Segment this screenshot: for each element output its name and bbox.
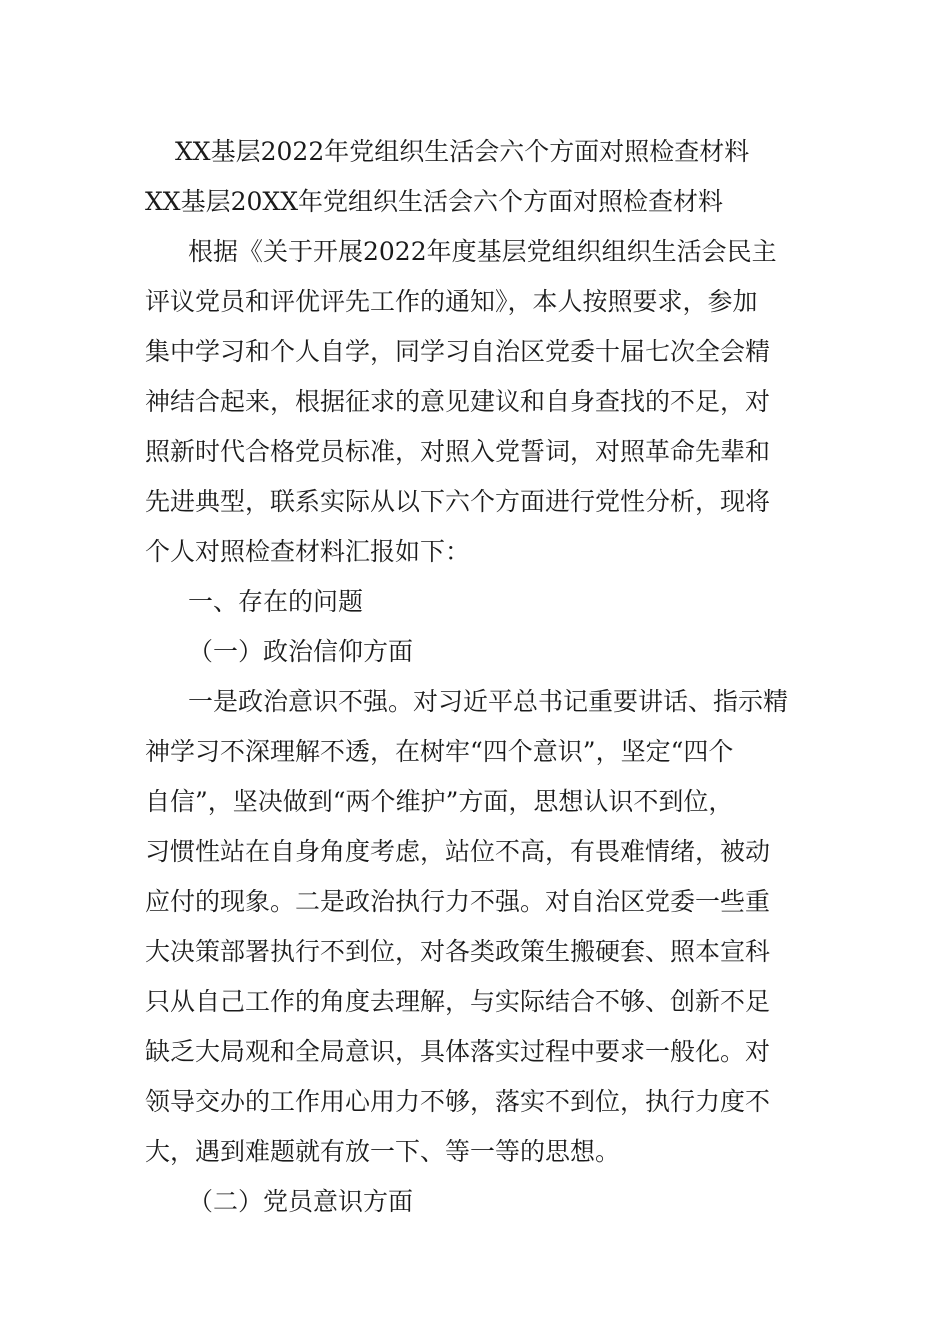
paragraph-line: 大，遇到难题就有放一下、等一等的思想。	[145, 1137, 621, 1166]
paragraph-line: 自信”，坚决做到“两个维护”方面，思想认识不到位，	[145, 787, 734, 816]
intro-line: 照新时代合格党员标准，对照入党誓词，对照革命先辈和	[145, 437, 771, 466]
paragraph-line: 应付的现象。二是政治执行力不强。对自治区党委一些重	[145, 887, 771, 916]
paragraph-line: 领导交办的工作用心用力不够，落实不到位，执行力度不	[145, 1087, 771, 1116]
paragraph-line: 习惯性站在自身角度考虑，站位不高，有畏难情绪，被动	[145, 837, 771, 866]
document-title-primary: XX基层2022年党组织生活会六个方面对照检查材料	[175, 137, 750, 166]
intro-line: 先进典型，联系实际从以下六个方面进行党性分析，现将	[145, 487, 771, 516]
intro-line: 神结合起来，根据征求的意见建议和自身查找的不足，对	[145, 387, 771, 416]
section-heading: 一、存在的问题	[188, 587, 364, 616]
intro-line: 集中学习和个人自学，同学习自治区党委十届七次全会精	[145, 337, 771, 366]
document-title-secondary: XX基层20XX年党组织生活会六个方面对照检查材料	[145, 187, 724, 216]
intro-line: 评议党员和评优评先工作的通知》，本人按照要求，参加	[145, 287, 758, 316]
paragraph-line: 大决策部署执行不到位，对各类政策生搬硬套、照本宣科	[145, 937, 771, 966]
intro-line: 根据《关于开展2022年度基层党组织组织生活会民主	[188, 237, 777, 266]
intro-line: 个人对照检查材料汇报如下：	[145, 537, 471, 566]
subsection-heading: （一）政治信仰方面	[188, 637, 414, 666]
subsection-heading: （二）党员意识方面	[188, 1187, 414, 1216]
paragraph-line: 神学习不深理解不透，在树牢“四个意识”，坚定“四个	[145, 737, 734, 766]
paragraph-line: 只从自己工作的角度去理解，与实际结合不够、创新不足	[145, 987, 771, 1016]
paragraph-line: 缺乏大局观和全局意识，具体落实过程中要求一般化。对	[145, 1037, 771, 1066]
paragraph-line: 一是政治意识不强。对习近平总书记重要讲话、指示精	[188, 687, 789, 716]
